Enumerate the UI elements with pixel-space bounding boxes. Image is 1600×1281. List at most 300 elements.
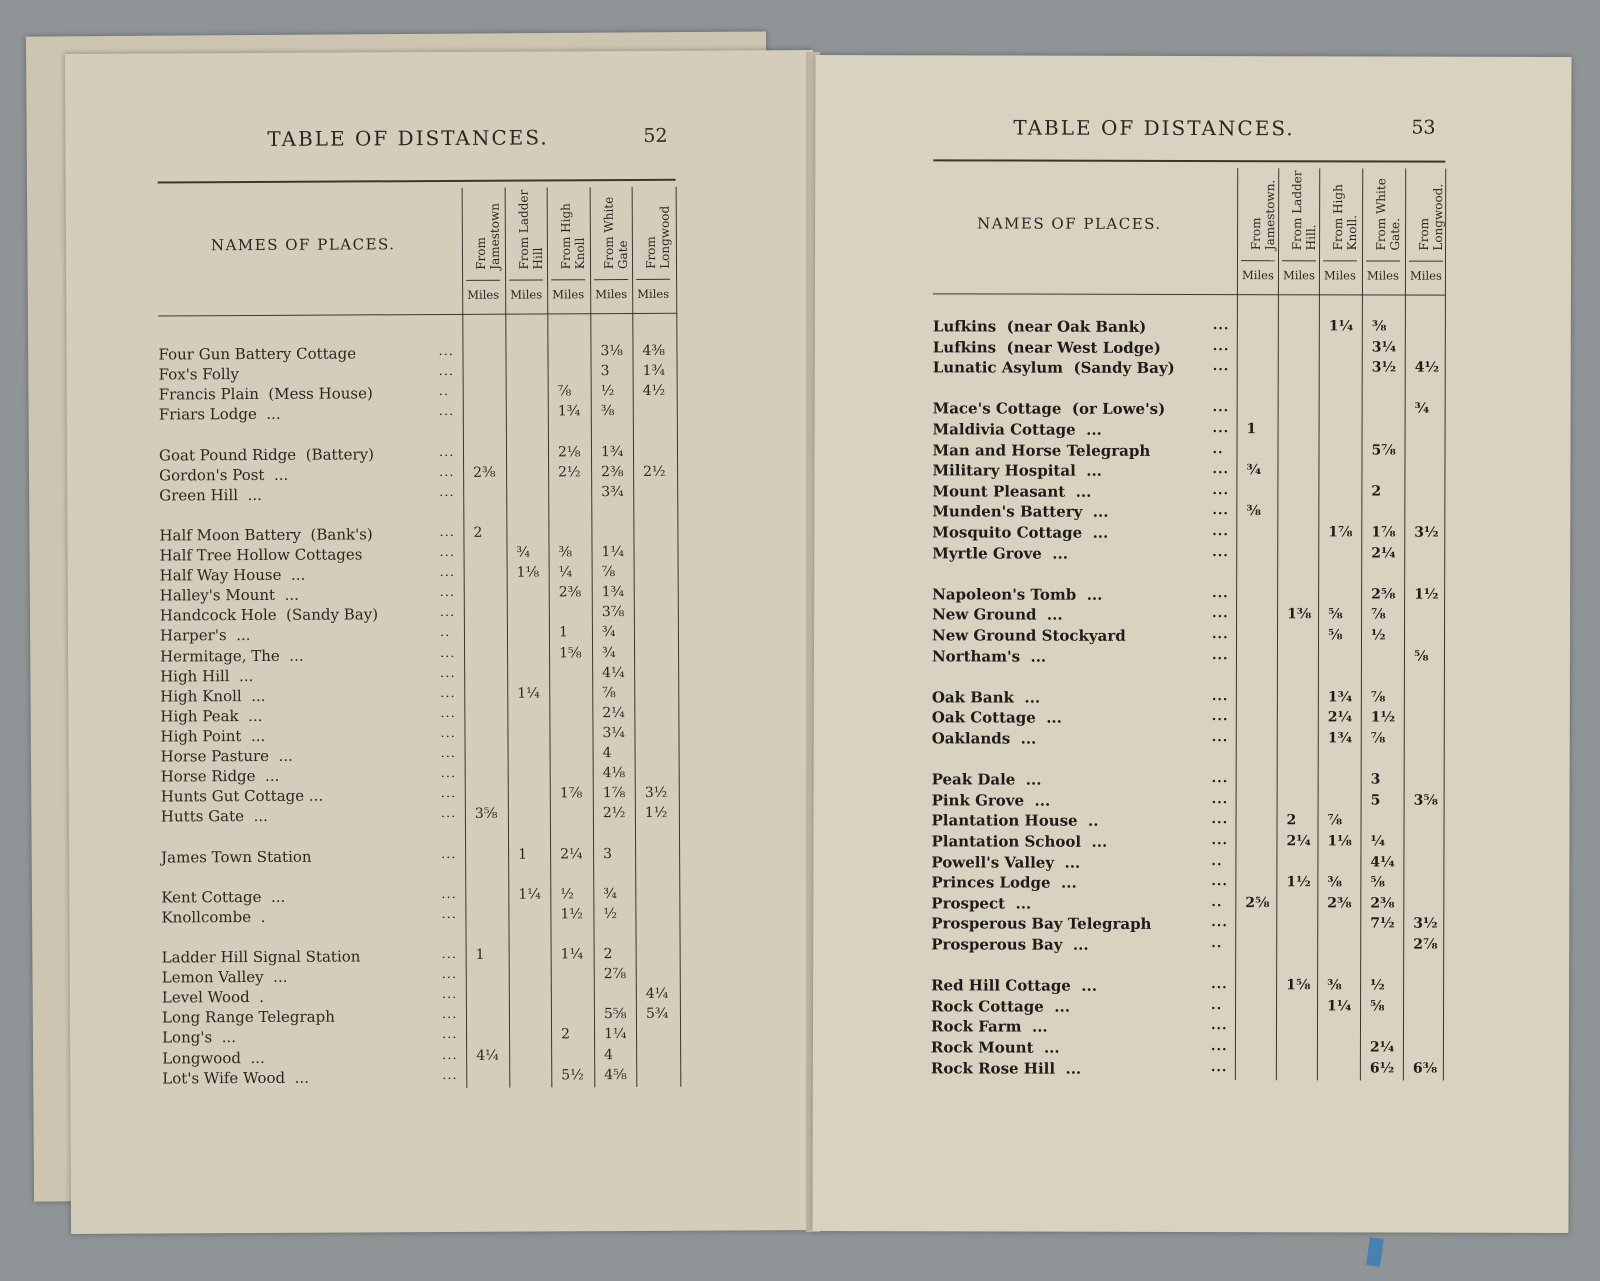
distance-value: 3½ (1414, 524, 1439, 541)
leader-dots: ... (1211, 915, 1228, 931)
distance-value: 6⅜ (1412, 1060, 1438, 1077)
table-row (931, 1038, 1443, 1059)
place-name: Oaklands ... (931, 729, 1037, 748)
leader-dots: ... (1212, 359, 1230, 375)
place-name: Prosperous Bay Telegraph (931, 914, 1152, 934)
distance-value: 2⅝ (1371, 586, 1396, 603)
table-row (160, 644, 678, 667)
distance-value: 1¼ (560, 946, 584, 963)
distance-value: 2¼ (1286, 833, 1311, 850)
place-name: James Town Station (161, 847, 312, 866)
distance-value: 1 (558, 624, 568, 641)
distance-value: 2 (1371, 483, 1382, 500)
place-name: New Ground Stockyard (931, 626, 1126, 645)
leader-dots: .. (1211, 894, 1223, 910)
leader-dots: ... (1210, 1018, 1228, 1034)
leader-dots: ... (440, 645, 456, 661)
column-header: From High Knoll (558, 203, 588, 270)
table-row (932, 606, 1444, 627)
distance-value: ⅞ (601, 564, 616, 581)
table-row (931, 874, 1443, 895)
leader-dots: ... (1211, 647, 1229, 663)
table-row (931, 935, 1443, 956)
distance-value: 4⅝ (604, 1066, 627, 1083)
leader-dots: ... (442, 1047, 458, 1063)
distance-value: ⅝ (1413, 648, 1429, 665)
place-name: Pink Grove ... (931, 791, 1051, 810)
right-page (812, 55, 1571, 1233)
leader-dots: .. (439, 625, 451, 641)
leader-dots: ... (1211, 791, 1229, 807)
leader-dots: ... (440, 665, 456, 681)
leader-dots: ... (442, 1067, 458, 1083)
leader-dots: ... (438, 444, 455, 460)
place-name: Longwood ... (162, 1048, 265, 1067)
distance-value: 1⅞ (602, 785, 626, 802)
leader-dots: ... (438, 364, 455, 380)
place-name: Oak Bank ... (931, 688, 1041, 707)
table-row (932, 647, 1444, 668)
column-header-rule (1241, 260, 1275, 261)
distance-value: 3¾ (601, 483, 624, 500)
place-name: Green Hill ... (159, 485, 262, 505)
leader-dots: ... (439, 544, 455, 561)
page-title: TABLE OF DISTANCES. (267, 125, 549, 151)
table-row (932, 626, 1444, 647)
table-row (161, 906, 679, 929)
place-name: Goat Pound Ridge (Battery) (158, 444, 374, 464)
distance-value: ⅝ (1370, 998, 1385, 1015)
column-header-rule (466, 280, 500, 281)
leader-dots: ... (1211, 688, 1229, 704)
distance-value: ⅝ (1328, 627, 1343, 644)
place-name: Lufkins (near Oak Bank) (932, 317, 1147, 336)
distance-value: ¾ (601, 624, 616, 641)
leader-dots: .. (1211, 853, 1223, 869)
distance-value: 3 (1370, 771, 1381, 788)
distance-value: 3¼ (1371, 339, 1397, 356)
distance-value: 1⅞ (1371, 524, 1396, 541)
table-row (932, 503, 1444, 524)
column-header-rule (636, 279, 670, 280)
leader-dots: ... (441, 946, 458, 963)
place-name: Lufkins (near West Lodge) (932, 337, 1161, 357)
names-of-places-header: NAMES OF PLACES. (977, 214, 1162, 233)
place-name: Kent Cottage ... (161, 887, 286, 907)
distance-value: 3½ (1413, 915, 1438, 933)
place-name: Gordon's Post ... (159, 465, 289, 485)
distance-value: 1½ (1414, 586, 1439, 603)
distance-value: ¼ (558, 564, 573, 581)
distance-value: 2⅜ (1370, 895, 1395, 912)
header-top-rule (158, 179, 676, 184)
distance-value: 5½ (561, 1066, 584, 1083)
place-name: Level Wood . (161, 988, 265, 1007)
distance-value: ½ (560, 886, 574, 903)
place-name: Plantation House .. (931, 811, 1099, 831)
leader-dots: .. (1211, 936, 1223, 952)
leader-dots: ... (1212, 421, 1230, 437)
distance-value: 2¼ (1369, 1039, 1395, 1056)
leader-dots: ... (441, 967, 458, 983)
distance-value: ⅜ (1327, 977, 1342, 994)
table-row (932, 441, 1444, 462)
place-name: Lemon Valley ... (161, 967, 288, 987)
distance-value: 2 (1286, 812, 1297, 829)
table-row (931, 894, 1443, 915)
leader-dots: ... (441, 906, 457, 922)
leader-dots: ... (1212, 585, 1229, 601)
place-name: Knollcombe . (161, 907, 266, 927)
leader-dots: ... (439, 484, 455, 500)
table-row (931, 915, 1443, 936)
leader-dots: ... (1212, 524, 1229, 540)
leader-dots: ... (1211, 771, 1229, 787)
distance-value: 2½ (643, 463, 666, 480)
distance-value: 1⅞ (1328, 524, 1353, 541)
leader-dots: ... (1211, 977, 1228, 993)
leader-dots: ... (439, 565, 456, 581)
distance-value: 3½ (1371, 359, 1397, 376)
place-name: Rock Cottage ... (931, 997, 1070, 1016)
column-header: From Longwood (643, 205, 673, 269)
distance-value: ⅞ (1370, 689, 1386, 706)
distance-value: 1⅞ (559, 785, 583, 802)
distance-value: ⅞ (557, 383, 572, 400)
leader-dots: ... (440, 745, 457, 762)
place-name: Lot's Wife Wood ... (162, 1068, 309, 1088)
distance-value: 1½ (644, 805, 668, 822)
table-row (933, 338, 1445, 359)
place-name: Hermitage, The ... (160, 646, 304, 665)
table-row (162, 1046, 680, 1069)
table-row (161, 805, 679, 828)
table-row (162, 1066, 680, 1089)
distance-value: ⅞ (1370, 730, 1386, 747)
distance-value: ½ (1371, 627, 1386, 644)
place-name: Halley's Mount ... (159, 585, 299, 605)
leader-dots: ... (1211, 833, 1229, 849)
table-row (162, 946, 680, 969)
table-row (932, 585, 1444, 606)
names-dash-rule (158, 313, 676, 317)
column-header: From High Knoll. (1331, 184, 1360, 251)
miles-unit: Miles (510, 287, 543, 302)
distance-value: 3⅞ (601, 604, 625, 621)
place-name: Lunatic Asylum (Sandy Bay) (932, 358, 1175, 378)
column-header-rule (1366, 260, 1400, 261)
table-row (932, 462, 1444, 483)
distance-value: 4½ (1414, 359, 1440, 376)
names-dash-rule (933, 293, 1445, 295)
table-row (931, 1018, 1443, 1039)
distance-value: 1¼ (1327, 998, 1352, 1015)
distance-value: 1¼ (601, 544, 625, 561)
leader-dots: ... (440, 766, 457, 782)
place-name: Hunts Gut Cottage ... (160, 786, 324, 806)
distance-value: 3⅝ (1413, 792, 1438, 809)
table-row (159, 483, 677, 506)
place-name: Mount Pleasant ... (932, 482, 1092, 501)
place-name: New Ground ... (932, 605, 1063, 625)
table-row (162, 966, 680, 989)
leader-dots: ... (1212, 338, 1230, 354)
place-name: High Hill ... (160, 666, 254, 686)
table-row (931, 853, 1443, 874)
leader-dots: ... (441, 846, 457, 862)
distance-value: 2 (561, 1026, 571, 1043)
bookmark-ribbon (1366, 1237, 1384, 1267)
table-row (933, 400, 1445, 421)
distance-value: ⅞ (1327, 812, 1343, 829)
table-row (161, 765, 679, 788)
table-row (159, 403, 677, 426)
place-name: Handcock Hole (Sandy Bay) (159, 605, 379, 625)
leader-dots: ... (1212, 318, 1230, 334)
leader-dots: ... (1212, 482, 1229, 498)
distance-value: 2⅞ (603, 966, 627, 983)
column-header-rule (1323, 260, 1357, 261)
place-name: Rock Mount ... (930, 1038, 1060, 1057)
table-row (159, 524, 677, 547)
place-name: Francis Plain (Mess House) (158, 384, 373, 404)
distance-value: 7½ (1370, 915, 1395, 932)
table-row (159, 443, 677, 466)
column-header-rule (509, 279, 543, 280)
leader-dots: .. (1212, 441, 1224, 457)
distance-value: 3 (600, 363, 610, 380)
place-name: Northam's ... (931, 646, 1047, 666)
leader-dots: ... (439, 464, 455, 480)
distance-value: 5 (1370, 792, 1381, 809)
table-row (932, 812, 1444, 833)
leader-dots: ... (440, 806, 457, 822)
table-row (932, 482, 1444, 503)
distance-value: 2⅜ (1327, 895, 1352, 912)
distance-value: ⅜ (1371, 318, 1387, 335)
distance-value: 4 (602, 745, 612, 762)
distance-value: ⅝ (1328, 606, 1343, 623)
distance-value: ⅜ (558, 544, 573, 561)
leader-dots: ... (1210, 1039, 1228, 1055)
place-name: Half Way House ... (159, 565, 306, 585)
distance-value: 2¼ (1371, 545, 1396, 562)
leader-dots: ... (1212, 606, 1229, 622)
distance-value: ¾ (1414, 400, 1430, 418)
place-name: Fox's Folly (158, 365, 240, 384)
page-title: TABLE OF DISTANCES. (1013, 115, 1295, 141)
distance-value: 2⅝ (1245, 894, 1270, 912)
column-rule (1443, 169, 1446, 1081)
distance-value: 1½ (1370, 709, 1396, 726)
distance-value: 1⅛ (516, 564, 540, 581)
leader-dots: ... (1211, 730, 1229, 746)
column-header-rule (1409, 261, 1443, 262)
column-header-rule (551, 279, 585, 280)
table-row (933, 317, 1445, 338)
distance-value: 4¼ (645, 986, 669, 1003)
distance-value: 2½ (602, 805, 626, 822)
table-row (932, 523, 1444, 544)
page-number: 52 (643, 124, 668, 147)
distance-value: 1⅛ (1327, 833, 1352, 850)
distance-value: ¾ (603, 885, 617, 902)
miles-unit: Miles (637, 286, 670, 301)
place-name: Half Moon Battery (Bank's) (159, 525, 373, 545)
miles-unit: Miles (1283, 268, 1315, 283)
place-name: Ladder Hill Signal Station (161, 947, 361, 967)
leader-dots: ... (1211, 812, 1229, 828)
place-name: Peak Dale ... (931, 770, 1042, 789)
distance-value: ⅜ (600, 403, 615, 420)
miles-unit: Miles (467, 287, 500, 302)
leader-dots: ... (442, 1027, 458, 1043)
leader-dots: ... (1212, 544, 1229, 560)
distance-value: 5⅝ (603, 1006, 627, 1023)
distance-value: 1¾ (601, 584, 625, 601)
page-number: 53 (1411, 116, 1436, 139)
distance-value: 4¼ (476, 1047, 499, 1064)
miles-unit: Miles (1324, 268, 1356, 283)
header-top-rule (933, 159, 1445, 162)
table-row (933, 359, 1445, 380)
table-row (933, 420, 1445, 441)
leader-dots: ... (439, 605, 456, 621)
distance-value: ¼ (1370, 833, 1386, 850)
distance-value: 4¼ (1370, 854, 1395, 871)
leader-dots: ... (1212, 400, 1230, 416)
table-row (931, 977, 1443, 998)
column-header: From Longwood. (1417, 183, 1446, 251)
table-row (159, 544, 677, 567)
distance-value: ⅜ (1327, 874, 1342, 891)
table-row (160, 705, 678, 728)
place-name: Princes Lodge ... (931, 873, 1077, 892)
place-name: Napoleon's Tomb ... (932, 585, 1103, 604)
place-name: High Peak ... (160, 706, 263, 726)
place-name: Prosperous Bay ... (931, 935, 1089, 954)
place-name: Myrtle Grove ... (932, 543, 1068, 563)
table-row (159, 383, 677, 406)
table-row (931, 997, 1443, 1018)
distance-value: 2⅜ (558, 584, 582, 601)
leader-dots: ... (441, 1007, 458, 1023)
distance-value: 1⅜ (1287, 606, 1312, 623)
place-name: Rock Rose Hill ... (930, 1058, 1082, 1078)
distance-value: 5⅞ (1371, 442, 1396, 459)
leader-dots: ... (441, 886, 457, 902)
distance-value: ⅜ (1246, 503, 1261, 520)
distance-value: 1 (518, 846, 528, 863)
table-row (932, 791, 1444, 812)
distance-value: 1¼ (1328, 318, 1354, 335)
place-name: Rock Farm ... (930, 1017, 1048, 1037)
leader-dots: ... (1210, 1059, 1228, 1075)
distance-value: 2⅛ (557, 443, 581, 460)
table-row (160, 725, 678, 748)
place-name: Mosquito Cottage ... (932, 523, 1109, 542)
leader-dots: ... (440, 705, 456, 721)
distance-value: 2⅞ (1413, 936, 1438, 953)
place-name: Munden's Battery ... (932, 502, 1109, 522)
distance-value: ½ (603, 905, 618, 922)
distance-value: 3 (603, 845, 613, 862)
place-name: Horse Pasture ... (160, 746, 293, 766)
column-header: From White Gate. (1374, 178, 1403, 251)
leader-dots: ... (440, 725, 456, 741)
place-name: Harper's ... (159, 626, 251, 645)
distance-value: 1⅝ (559, 644, 582, 661)
column-header: From Jamestown. (1249, 179, 1278, 251)
table-row (932, 771, 1444, 792)
leader-dots: ... (438, 404, 455, 420)
leader-dots: ... (1212, 462, 1230, 478)
distance-value: ⅞ (1371, 606, 1386, 623)
distance-value: ½ (600, 383, 615, 400)
distance-value: 1¾ (557, 403, 581, 420)
distance-value: 1¼ (517, 685, 540, 702)
distance-value: 4¼ (602, 664, 625, 681)
leader-dots: ... (440, 786, 457, 802)
place-name: Long's ... (162, 1028, 237, 1047)
leader-dots: ... (441, 987, 458, 1003)
distance-value: 2 (473, 524, 483, 541)
place-name: Hutts Gate ... (160, 807, 268, 826)
leader-dots: ... (438, 343, 454, 360)
table-row (160, 604, 678, 627)
table-row (162, 986, 680, 1009)
distance-value: 3⅛ (600, 343, 624, 360)
distance-value: 1½ (560, 906, 583, 923)
place-name: Mace's Cottage (or Lowe's) (932, 399, 1166, 419)
table-row (931, 1059, 1443, 1080)
table-row (160, 624, 678, 647)
leader-dots: ... (1212, 503, 1229, 519)
place-name: Oak Cottage ... (931, 708, 1062, 728)
place-name: Long Range Telegraph (161, 1007, 335, 1027)
distance-value: 2¼ (1327, 709, 1353, 726)
table-row (162, 1006, 680, 1029)
distance-value: ¾ (602, 644, 616, 661)
miles-unit: Miles (1242, 268, 1274, 283)
place-name: High Knoll ... (160, 686, 266, 706)
distance-value: 2⅜ (473, 464, 496, 481)
distance-value: 3½ (644, 785, 668, 802)
table-row (162, 1026, 680, 1049)
place-name: Four Gun Battery Cottage (158, 344, 357, 364)
place-name: Man and Horse Telegraph (932, 440, 1151, 460)
distance-value: 5¾ (645, 1006, 669, 1023)
place-name: Red Hill Cottage ... (931, 976, 1098, 995)
table-row (159, 363, 677, 386)
place-name: Prospect ... (931, 894, 1032, 913)
column-header-rule (1282, 260, 1316, 261)
place-name: High Point ... (160, 726, 266, 746)
distance-value: 4½ (642, 383, 666, 400)
table-row (932, 709, 1444, 730)
table-row (160, 684, 678, 707)
distance-value: 1⅝ (1286, 977, 1311, 994)
leader-dots: .. (1211, 997, 1223, 1013)
table-row (161, 785, 679, 808)
distance-value: 4 (604, 1046, 614, 1063)
table-row (158, 343, 676, 366)
distance-value: ⅞ (602, 684, 616, 701)
leader-dots: .. (438, 384, 449, 400)
distance-value: 3¼ (602, 724, 626, 742)
miles-unit: Miles (1367, 268, 1399, 283)
miles-unit: Miles (1410, 268, 1442, 283)
